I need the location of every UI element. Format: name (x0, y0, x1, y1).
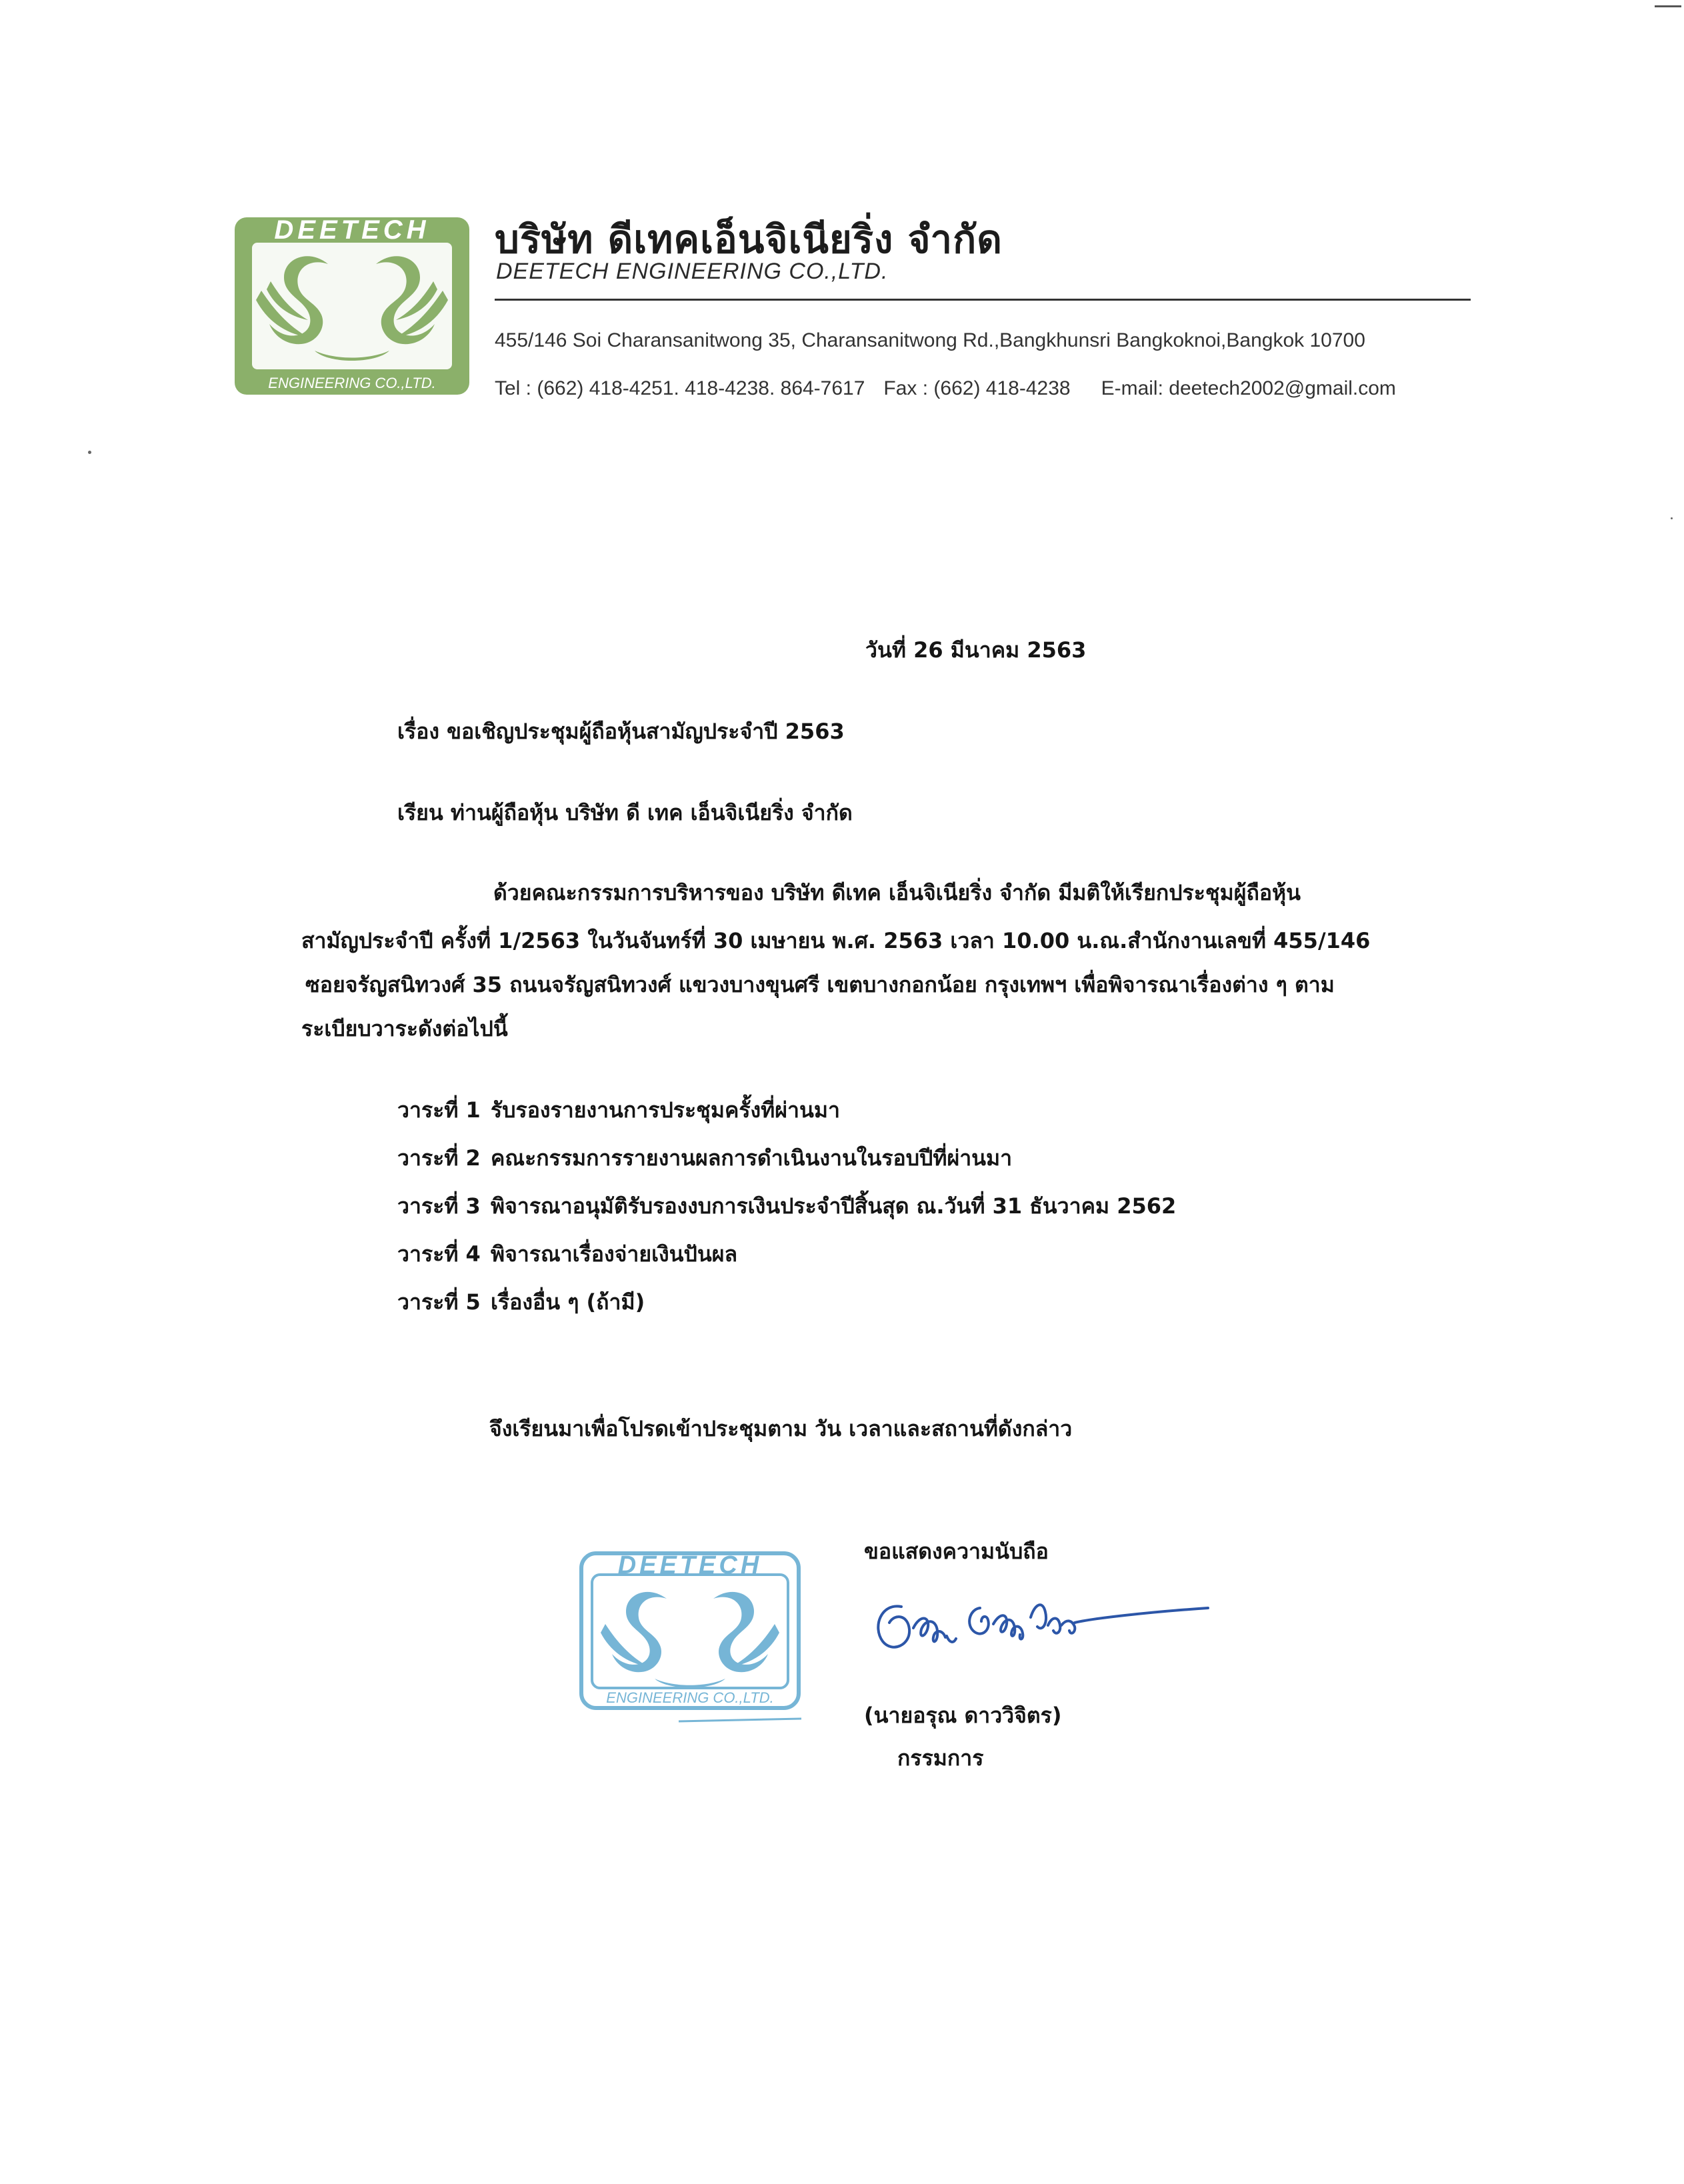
letter-closing: จึงเรียนมาเพื่อโปรดเข้าประชุมตาม วัน เวลาและสถานที่ดังกล่าว (489, 1416, 1073, 1441)
company-contact (495, 377, 1396, 400)
logo-top-text: DEETECH (274, 217, 430, 245)
company-stamp (579, 1551, 801, 1725)
body-line: สามัญประจำปี ครั้งที่ 1/2563 ในวันจันทร์ที่ 30 เมษายน พ.ศ. 2563 เวลา 10.00 น.ณ.สำนักงานเลขที่ 455/146 (301, 928, 1371, 953)
company-name-english: DEETECH ENGINEERING CO.,LTD. (496, 259, 889, 284)
agenda-item (397, 1189, 1176, 1223)
agenda-text: พิจารณาอนุมัติรับรองงบการเงินประจำปีสิ้นสุด ณ.วันที่ 31 ธันวาคม 2562 (491, 1193, 1177, 1219)
letter-salutation: เรียน ท่านผู้ถือหุ้น บริษัท ดี เทค เอ็นจิเนียริ่ง จำกัด (397, 800, 853, 825)
fax-number: Fax : (662) 418-4238 (883, 377, 1071, 399)
body-line: ระเบียบวาระดังต่อไปนี้ (301, 1016, 508, 1041)
agenda-number: วาระที่ 3 (397, 1193, 481, 1219)
logo-bottom-text: ENGINEERING CO.,LTD. (268, 375, 436, 391)
agenda-text: พิจารณาเรื่องจ่ายเงินปันผล (491, 1241, 738, 1267)
agenda-number: วาระที่ 5 (397, 1289, 481, 1315)
body-line: ซอยจรัญสนิทวงศ์ 35 ถนนจรัญสนิทวงศ์ แขวงบางขุนศรี เขตบางกอกน้อย กรุงเทพฯ เพื่อพิจารณาเรื่องต่าง ๆ ตาม (305, 972, 1335, 997)
company-address: 455/146 Soi Charansanitwong 35, Charansanitwong Rd.,Bangkhunsri Bangkoknoi,Bangkok 10700 (495, 329, 1365, 351)
scan-speck (88, 451, 91, 454)
header-divider (495, 299, 1471, 301)
agenda-number: วาระที่ 2 (397, 1145, 481, 1171)
stamp-top-text: DEETECH (617, 1551, 763, 1579)
body-line: ด้วยคณะกรรมการบริหารของ บริษัท ดีเทค เอ็นจิเนียริ่ง จำกัด มีมติให้เรียกประชุมผู้ถือหุ้น (493, 880, 1301, 905)
letter-date: วันที่ 26 มีนาคม 2563 (865, 637, 1087, 663)
agenda-number: วาระที่ 4 (397, 1241, 481, 1267)
agenda-text: คณะกรรมการรายงานผลการดำเนินงานในรอบปีที่ผ่านมา (491, 1145, 1013, 1171)
handwritten-signature (867, 1588, 1213, 1661)
agenda-item (397, 1237, 737, 1271)
company-logo (235, 217, 469, 395)
email-address: E-mail: deetech2002@gmail.com (1101, 377, 1396, 399)
agenda-item (397, 1141, 1012, 1175)
signer-title: กรรมการ (897, 1745, 984, 1771)
scan-edge-mark (1655, 5, 1681, 7)
agenda-number: วาระที่ 1 (397, 1097, 481, 1123)
signer-name: (นายอรุณ ดาววิจิตร) (864, 1703, 1062, 1728)
stamp-bottom-text: ENGINEERING CO.,LTD. (606, 1689, 774, 1706)
agenda-item (397, 1093, 840, 1127)
agenda-text: รับรองรายงานการประชุมครั้งที่ผ่านมา (491, 1097, 840, 1123)
telephone-numbers: Tel : (662) 418-4251. 418-4238. 864-7617 (495, 377, 865, 399)
swan-icon (601, 1592, 779, 1688)
letter-subject: เรื่อง ขอเชิญประชุมผู้ถือหุ้นสามัญประจำปี 2563 (397, 719, 845, 744)
agenda-text: เรื่องอื่น ๆ (ถ้ามี) (491, 1289, 645, 1315)
agenda-item (397, 1285, 645, 1319)
company-name-thai: บริษัท ดีเทคเอ็นจิเนียริ่ง จำกัด (495, 217, 1003, 262)
regards-text: ขอแสดงความนับถือ (864, 1539, 1049, 1564)
scan-speck (1671, 517, 1673, 519)
